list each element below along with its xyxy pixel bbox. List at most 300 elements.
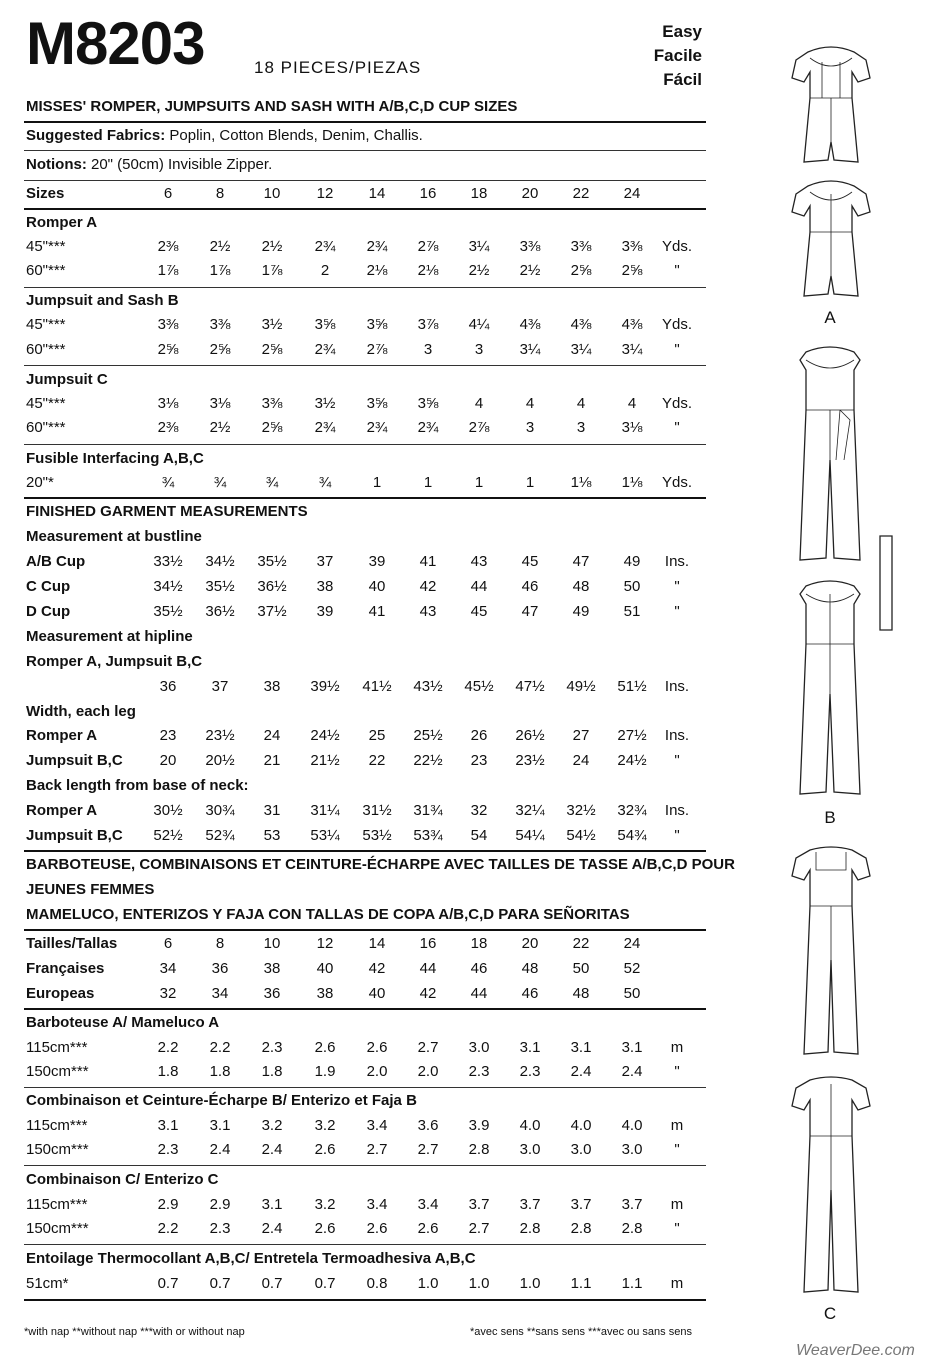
row-label: D Cup — [26, 603, 71, 620]
pattern-number: M8203 — [26, 10, 205, 77]
brand-watermark: WeaverDee.com — [796, 1342, 915, 1359]
value-cell: 2½ — [261, 238, 283, 255]
value-cell: 33½ — [153, 553, 183, 570]
value-cell: 4.0 — [519, 1117, 541, 1134]
value-cell: 2⅝ — [621, 262, 643, 279]
rule-line — [24, 208, 706, 210]
value-cell: 2⅜ — [157, 238, 179, 255]
row-label: 51cm* — [26, 1275, 69, 1292]
value-cell: ¾ — [213, 474, 227, 491]
value-cell: 52½ — [153, 827, 183, 844]
hipline-sub: Romper A, Jumpsuit B,C — [26, 653, 203, 670]
value-cell: 3½ — [314, 395, 336, 412]
value-cell: 2½ — [209, 238, 231, 255]
section-title: Romper A — [26, 214, 98, 231]
section-title: Fusible Interfacing A,B,C — [26, 450, 204, 467]
value-cell: 3.4 — [366, 1196, 388, 1213]
row-label: 60"*** — [26, 341, 66, 358]
rule-line — [24, 1244, 706, 1245]
bustline-heading: Measurement at bustline — [26, 528, 202, 545]
intl-size-cell: 8 — [215, 935, 225, 952]
value-cell: 2⅛ — [417, 262, 439, 279]
value-cell: 2½ — [468, 262, 490, 279]
value-cell: 2.8 — [519, 1220, 541, 1237]
value-cell: 30½ — [153, 802, 183, 819]
value-cell: 3½ — [261, 316, 283, 333]
value-cell: 1.9 — [314, 1063, 336, 1080]
value-cell: 44 — [470, 578, 488, 595]
hip-cell: 37 — [211, 678, 229, 695]
value-cell: 2.7 — [468, 1220, 490, 1237]
value-cell: 49 — [623, 553, 641, 570]
unit-label: Yds. — [661, 316, 692, 333]
value-cell: 35½ — [153, 603, 183, 620]
size-cell: 20 — [521, 185, 539, 202]
value-cell: 2⅞ — [417, 238, 439, 255]
rule-line — [24, 497, 706, 499]
value-cell: 3 — [423, 341, 433, 358]
intl-size-cell: 42 — [368, 960, 386, 977]
value-cell: 2.6 — [417, 1220, 439, 1237]
value-cell: 3.6 — [417, 1117, 439, 1134]
value-cell: 4.0 — [621, 1117, 643, 1134]
figure-label-b: B — [824, 808, 836, 827]
jumpsuit-b-front-illustration — [790, 340, 870, 570]
hip-cell: 43½ — [413, 678, 443, 695]
value-cell: 1.8 — [209, 1063, 231, 1080]
value-cell: 50 — [623, 578, 641, 595]
value-cell: 24½ — [310, 727, 340, 744]
value-cell: 21 — [263, 752, 281, 769]
value-cell: 38 — [316, 578, 334, 595]
value-cell: 2.3 — [261, 1039, 283, 1056]
section-title: Jumpsuit and Sash B — [26, 292, 179, 309]
row-label: 150cm*** — [26, 1220, 89, 1237]
size-cell: 24 — [623, 185, 641, 202]
value-cell: 2⅝ — [209, 341, 231, 358]
value-cell: 1 — [423, 474, 433, 491]
value-cell: 31¾ — [413, 802, 443, 819]
size-cell: 10 — [263, 185, 281, 202]
value-cell: 54 — [470, 827, 488, 844]
value-cell: 3.1 — [519, 1039, 541, 1056]
value-cell: 2¾ — [314, 238, 336, 255]
size-cell: 16 — [419, 185, 437, 202]
value-cell: 52¾ — [205, 827, 235, 844]
size-cell: 8 — [215, 185, 225, 202]
value-cell: 1.0 — [417, 1275, 439, 1292]
intl-size-cell: 50 — [623, 985, 641, 1002]
value-cell: 2 — [320, 262, 330, 279]
unit-label: m — [670, 1275, 684, 1292]
value-cell: 36½ — [205, 603, 235, 620]
unit-label: Ins. — [664, 802, 690, 819]
value-cell: 2.3 — [519, 1063, 541, 1080]
value-cell: 32½ — [566, 802, 596, 819]
intl-size-cell: 22 — [572, 935, 590, 952]
value-cell: 2.3 — [468, 1063, 490, 1080]
intl-size-cell: 44 — [470, 985, 488, 1002]
value-cell: 3⅜ — [570, 238, 592, 255]
title-french-cont: JEUNES FEMMES — [26, 881, 155, 898]
unit-label: " — [674, 341, 680, 358]
value-cell: 2.0 — [417, 1063, 439, 1080]
footnote-fr: *avec sens **sans sens ***avec ou sans sens — [470, 1326, 692, 1338]
value-cell: 2.4 — [261, 1220, 283, 1237]
value-cell: 2.9 — [157, 1196, 179, 1213]
value-cell: 35½ — [257, 553, 287, 570]
value-cell: 2½ — [209, 419, 231, 436]
intl-size-cell: 36 — [211, 960, 229, 977]
row-label: Romper A — [26, 727, 98, 744]
value-cell: 3⅜ — [261, 395, 283, 412]
rule-line — [24, 850, 706, 852]
value-cell: 20½ — [205, 752, 235, 769]
value-cell: 37 — [316, 553, 334, 570]
value-cell: 2.4 — [621, 1063, 643, 1080]
hip-cell: 39½ — [310, 678, 340, 695]
piece-count: 18 PIECES/PIEZAS — [254, 58, 422, 77]
intl-size-cell: 16 — [419, 935, 437, 952]
intl-size-cell: 46 — [470, 960, 488, 977]
value-cell: 1⅞ — [261, 262, 283, 279]
value-cell: 2¾ — [366, 419, 388, 436]
value-cell: 3⅝ — [366, 316, 388, 333]
hip-cell: 49½ — [566, 678, 596, 695]
size-cell: 18 — [470, 185, 488, 202]
value-cell: 1.8 — [157, 1063, 179, 1080]
value-cell: 37½ — [257, 603, 287, 620]
back-length-heading: Back length from base of neck: — [26, 777, 249, 794]
unit-label: m — [670, 1196, 684, 1213]
size-cell: 14 — [368, 185, 386, 202]
value-cell: 2.2 — [157, 1039, 179, 1056]
value-cell: 2.4 — [261, 1141, 283, 1158]
value-cell: 45 — [470, 603, 488, 620]
value-cell: 3.1 — [621, 1039, 643, 1056]
value-cell: 4 — [525, 395, 535, 412]
rule-line — [24, 1165, 706, 1166]
value-cell: 2.6 — [366, 1220, 388, 1237]
jumpsuit-c-front-illustration — [786, 840, 876, 1062]
value-cell: 23 — [470, 752, 488, 769]
unit-label: " — [674, 752, 680, 769]
value-cell: 1⅛ — [570, 474, 592, 491]
section-title: Entoilage Thermocollant A,B,C/ Entretela Termoadhesiva A,B,C — [26, 1250, 476, 1267]
intl-size-cell: 52 — [623, 960, 641, 977]
value-cell: 3⅛ — [621, 419, 643, 436]
row-label: 60"*** — [26, 262, 66, 279]
unit-label: m — [670, 1117, 684, 1134]
intl-size-cell: 42 — [419, 985, 437, 1002]
jumpsuit-b-back-illustration — [790, 574, 870, 804]
row-label: C Cup — [26, 578, 71, 595]
value-cell: 2.6 — [314, 1220, 336, 1237]
value-cell: 3.7 — [570, 1196, 592, 1213]
value-cell: 32¼ — [515, 802, 545, 819]
value-cell: 22 — [368, 752, 386, 769]
value-cell: 2.3 — [157, 1141, 179, 1158]
value-cell: 3 — [525, 419, 535, 436]
value-cell: 1.8 — [261, 1063, 283, 1080]
value-cell: 3.4 — [366, 1117, 388, 1134]
value-cell: 1 — [525, 474, 535, 491]
intl-size-cell: 32 — [159, 985, 177, 1002]
row-label: 45"*** — [26, 395, 66, 412]
unit-label: " — [674, 1063, 680, 1080]
section-title: Jumpsuit C — [26, 371, 108, 388]
value-cell: 2.6 — [314, 1141, 336, 1158]
value-cell: 3¼ — [468, 238, 490, 255]
intl-size-cell: 6 — [163, 935, 173, 952]
intl-size-label: Tailles/Tallas — [26, 935, 118, 952]
value-cell: 3.0 — [621, 1141, 643, 1158]
row-label: 20"* — [26, 474, 54, 491]
intl-size-cell: 46 — [521, 985, 539, 1002]
unit-label: m — [670, 1039, 684, 1056]
value-cell: 24½ — [617, 752, 647, 769]
value-cell: 23½ — [515, 752, 545, 769]
value-cell: 53½ — [362, 827, 392, 844]
value-cell: 2.4 — [209, 1141, 231, 1158]
hip-cell: 41½ — [362, 678, 392, 695]
value-cell: ¾ — [265, 474, 279, 491]
title-english: MISSES' ROMPER, JUMPSUITS AND SASH WITH A/B,C,D CUP SIZES — [26, 98, 518, 115]
row-label: 60"*** — [26, 419, 66, 436]
value-cell: 2.3 — [209, 1220, 231, 1237]
intl-size-cell: 34 — [211, 985, 229, 1002]
value-cell: 2¾ — [417, 419, 439, 436]
value-cell: 41 — [368, 603, 386, 620]
value-cell: 1.0 — [519, 1275, 541, 1292]
fabrics-label: Suggested Fabrics: — [26, 127, 166, 144]
value-cell: ¾ — [318, 474, 332, 491]
row-label: 150cm*** — [26, 1063, 89, 1080]
value-cell: 3⅛ — [209, 395, 231, 412]
value-cell: 21½ — [310, 752, 340, 769]
value-cell: 3⅝ — [366, 395, 388, 412]
value-cell: 31½ — [362, 802, 392, 819]
value-cell: 20 — [159, 752, 177, 769]
value-cell: 0.8 — [366, 1275, 388, 1292]
value-cell: 26 — [470, 727, 488, 744]
value-cell: 3⅜ — [519, 238, 541, 255]
value-cell: 31 — [263, 802, 281, 819]
value-cell: 2.8 — [570, 1220, 592, 1237]
value-cell: 3.0 — [468, 1039, 490, 1056]
value-cell: 3.2 — [261, 1117, 283, 1134]
value-cell: 53 — [263, 827, 281, 844]
intl-size-label: Europeas — [26, 985, 95, 1002]
value-cell: 4.0 — [570, 1117, 592, 1134]
value-cell: 24 — [572, 752, 590, 769]
value-cell: 24 — [263, 727, 281, 744]
intl-size-cell: 48 — [521, 960, 539, 977]
sash-illustration — [876, 534, 896, 634]
value-cell: 26½ — [515, 727, 545, 744]
value-cell: 1.1 — [621, 1275, 643, 1292]
intl-size-cell: 38 — [263, 960, 281, 977]
hip-cell: 47½ — [515, 678, 545, 695]
value-cell: 43 — [470, 553, 488, 570]
rule-line — [24, 1299, 706, 1301]
value-cell: 0.7 — [157, 1275, 179, 1292]
value-cell: 2½ — [519, 262, 541, 279]
value-cell: 2⅞ — [366, 341, 388, 358]
value-cell: 4 — [627, 395, 637, 412]
value-cell: 31¼ — [310, 802, 340, 819]
value-cell: 3.4 — [417, 1196, 439, 1213]
value-cell: 23½ — [205, 727, 235, 744]
leg-heading: Width, each leg — [26, 703, 136, 720]
value-cell: 2⅜ — [157, 419, 179, 436]
rule-line — [24, 929, 706, 931]
unit-label: " — [674, 603, 680, 620]
value-cell: 40 — [368, 578, 386, 595]
value-cell: 2.6 — [314, 1039, 336, 1056]
rule-line — [24, 121, 706, 123]
value-cell: 53¾ — [413, 827, 443, 844]
value-cell: 45 — [521, 553, 539, 570]
value-cell: 43 — [419, 603, 437, 620]
intl-size-cell: 36 — [263, 985, 281, 1002]
unit-label: Yds. — [661, 395, 692, 412]
value-cell: 27½ — [617, 727, 647, 744]
unit-label: " — [674, 1220, 680, 1237]
figure-label-a: A — [824, 308, 836, 327]
intl-size-cell: 24 — [623, 935, 641, 952]
value-cell: 3¼ — [621, 341, 643, 358]
notions-label: Notions: — [26, 156, 87, 173]
intl-size-cell: 40 — [368, 985, 386, 1002]
intl-size-cell: 10 — [263, 935, 281, 952]
unit-label: Ins. — [664, 553, 690, 570]
intl-size-cell: 20 — [521, 935, 539, 952]
value-cell: 36½ — [257, 578, 287, 595]
difficulty-es: Fácil — [663, 70, 702, 89]
romper-a-front-illustration — [786, 38, 876, 168]
fabrics-value: Poplin, Cotton Blends, Denim, Challis. — [169, 127, 423, 144]
size-cell: 12 — [316, 185, 334, 202]
intl-size-cell: 48 — [572, 985, 590, 1002]
intl-size-cell: 50 — [572, 960, 590, 977]
value-cell: 2⅝ — [261, 419, 283, 436]
value-cell: 2.8 — [621, 1220, 643, 1237]
value-cell: 3 — [474, 341, 484, 358]
value-cell: 0.7 — [209, 1275, 231, 1292]
row-label: 115cm*** — [26, 1039, 88, 1056]
rule-line — [24, 365, 706, 366]
value-cell: 41 — [419, 553, 437, 570]
unit-label: " — [674, 262, 680, 279]
value-cell: 2.9 — [209, 1196, 231, 1213]
value-cell: 3.2 — [314, 1117, 336, 1134]
row-label: Romper A — [26, 802, 98, 819]
value-cell: 3.1 — [209, 1117, 231, 1134]
value-cell: 32¾ — [617, 802, 647, 819]
unit-label: Ins. — [664, 727, 690, 744]
section-title: Combinaison C/ Enterizo C — [26, 1171, 219, 1188]
unit-label: " — [674, 578, 680, 595]
value-cell: 3¼ — [519, 341, 541, 358]
romper-a-back-illustration — [786, 172, 876, 302]
row-label: 115cm*** — [26, 1117, 88, 1134]
value-cell: 2.7 — [366, 1141, 388, 1158]
size-cell: 22 — [572, 185, 590, 202]
value-cell: 3.1 — [261, 1196, 283, 1213]
value-cell: 2¾ — [366, 238, 388, 255]
jumpsuit-c-back-illustration — [786, 1070, 876, 1300]
row-label: 45"*** — [26, 238, 66, 255]
row-label: 150cm*** — [26, 1141, 89, 1158]
value-cell: 3⅜ — [621, 238, 643, 255]
value-cell: 0.7 — [261, 1275, 283, 1292]
value-cell: 2.2 — [157, 1220, 179, 1237]
sizes-label: Sizes — [26, 185, 65, 202]
value-cell: 2.4 — [570, 1063, 592, 1080]
hip-cell: 36 — [159, 678, 177, 695]
title-french: BARBOTEUSE, COMBINAISONS ET CEINTURE-ÉCHARPE AVEC TAILLES DE TASSE A/B,C,D POUR — [26, 856, 735, 873]
value-cell: 22½ — [413, 752, 443, 769]
notions-line — [26, 153, 272, 177]
value-cell: 54¾ — [617, 827, 647, 844]
value-cell: 4⅜ — [570, 316, 592, 333]
value-cell: 3⅞ — [417, 316, 439, 333]
hip-cell: 38 — [263, 678, 281, 695]
value-cell: 30¾ — [205, 802, 235, 819]
value-cell: 34½ — [153, 578, 183, 595]
rule-line — [24, 150, 706, 151]
value-cell: 47 — [521, 603, 539, 620]
value-cell: 2⅞ — [468, 419, 490, 436]
value-cell: 3.0 — [570, 1141, 592, 1158]
fabrics-line — [26, 124, 423, 148]
value-cell: 2.7 — [417, 1141, 439, 1158]
figure-label-c: C — [823, 1304, 837, 1323]
value-cell: 4 — [474, 395, 484, 412]
value-cell: 25 — [368, 727, 386, 744]
value-cell: 1.1 — [570, 1275, 592, 1292]
intl-size-cell: 38 — [316, 985, 334, 1002]
value-cell: 39 — [368, 553, 386, 570]
value-cell: 4 — [576, 395, 586, 412]
value-cell: 54½ — [566, 827, 596, 844]
difficulty-en: Easy — [662, 22, 702, 41]
value-cell: 3 — [576, 419, 586, 436]
row-label: 115cm*** — [26, 1196, 88, 1213]
value-cell: 2.7 — [417, 1039, 439, 1056]
hipline-heading: Measurement at hipline — [26, 628, 193, 645]
value-cell: 3.0 — [519, 1141, 541, 1158]
value-cell: 25½ — [413, 727, 443, 744]
row-label: 45"*** — [26, 316, 66, 333]
value-cell: 46 — [521, 578, 539, 595]
value-cell: ¾ — [161, 474, 175, 491]
value-cell: 53¼ — [310, 827, 340, 844]
value-cell: 27 — [572, 727, 590, 744]
value-cell: 3.7 — [519, 1196, 541, 1213]
value-cell: 34½ — [205, 553, 235, 570]
unit-label: Ins. — [664, 678, 690, 695]
value-cell: 0.7 — [314, 1275, 336, 1292]
row-label: Jumpsuit B,C — [26, 752, 123, 769]
value-cell: 3⅛ — [157, 395, 179, 412]
value-cell: 23 — [159, 727, 177, 744]
value-cell: 3¼ — [570, 341, 592, 358]
value-cell: 1 — [372, 474, 382, 491]
section-title: Combinaison et Ceinture-Écharpe B/ Enterizo et Faja B — [26, 1092, 417, 1109]
value-cell: 49 — [572, 603, 590, 620]
